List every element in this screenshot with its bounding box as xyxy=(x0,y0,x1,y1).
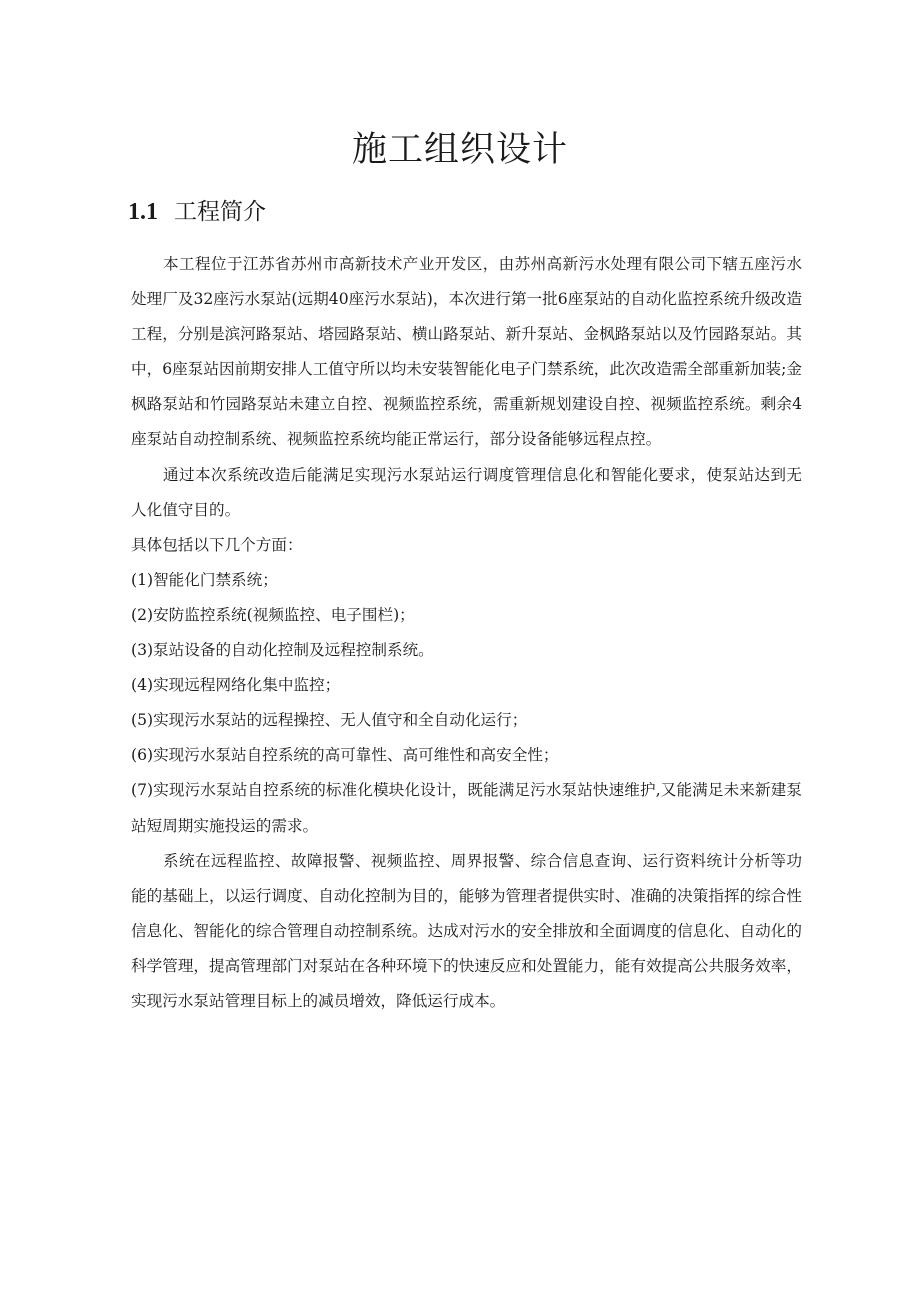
summary-paragraph: 系统在远程监控、故障报警、视频监控、周界报警、综合信息查询、运行资料统计分析等功能的基础上，以运行调度、自动化控制为目的，能够为管理者提供实时、准确的决策指挥的综合性信息化、智能化的综合管理自动控制系统。达成对污水的安全排放和全面调度的信息化、自动化的科学管理，提高管理部门对泵站在各种环境下的快速反应和处置能力，能有效提高公共服务效率，实现污水泵站管理目标上的减员增效，降低运行成本。 xyxy=(131,851,802,1010)
list-item: (2)安防监控系统(视频监控、电子围栏)； xyxy=(131,605,415,624)
section-number: 1.1 xyxy=(128,199,158,225)
list-item: (1)智能化门禁系统； xyxy=(131,570,278,589)
document-title: 施工组织设计 xyxy=(351,130,568,171)
list-item: (5)实现污水泵站的远程操控、无人值守和全自动化运行； xyxy=(131,711,528,730)
list-intro: 具体包括以下几个方面： xyxy=(131,535,303,554)
body-text xyxy=(131,247,802,1019)
goal-paragraph: 通过本次系统改造后能满足实现污水泵站运行调度管理信息化和智能化要求，使泵站达到无人化值守目的。 xyxy=(131,465,802,519)
section-title: 工程简介 xyxy=(174,199,266,225)
list-item: (6)实现污水泵站自控系统的高可靠性、高可维性和高安全性； xyxy=(131,746,559,765)
list-item: (7)实现污水泵站自控系统的标准化模块化设计，既能满足污水泵站快速维护,又能满足未来新建泵站短周期实施投运的需求。 xyxy=(131,781,802,835)
list-item: (4)实现远程网络化集中监控； xyxy=(131,676,341,695)
section-heading xyxy=(128,192,266,232)
intro-paragraph: 本工程位于江苏省苏州市高新技术产业开发区，由苏州高新污水处理有限公司下辖五座污水处理厂及32座污水泵站(远期40座污水泵站)，本次进行第一批6座泵站的自动化监控系统升级改造工程，分别是滨河路泵站、塔园路泵站、横山路泵站、新升泵站、金枫路泵站以及竹园路泵站。其中，6座泵站因前期安排人工值守所以均未安装智能化电子门禁系统，此次改造需全部重新加装;金枫路泵站和竹园路泵站未建立自控、视频监控系统，需重新规划建设自控、视频监控系统。剩余4座泵站自动控制系统、视频监控系统均能正常运行，部分设备能够远程点控。 xyxy=(131,255,802,449)
list-item: (3)泵站设备的自动化控制及远程控制系统。 xyxy=(131,641,434,660)
